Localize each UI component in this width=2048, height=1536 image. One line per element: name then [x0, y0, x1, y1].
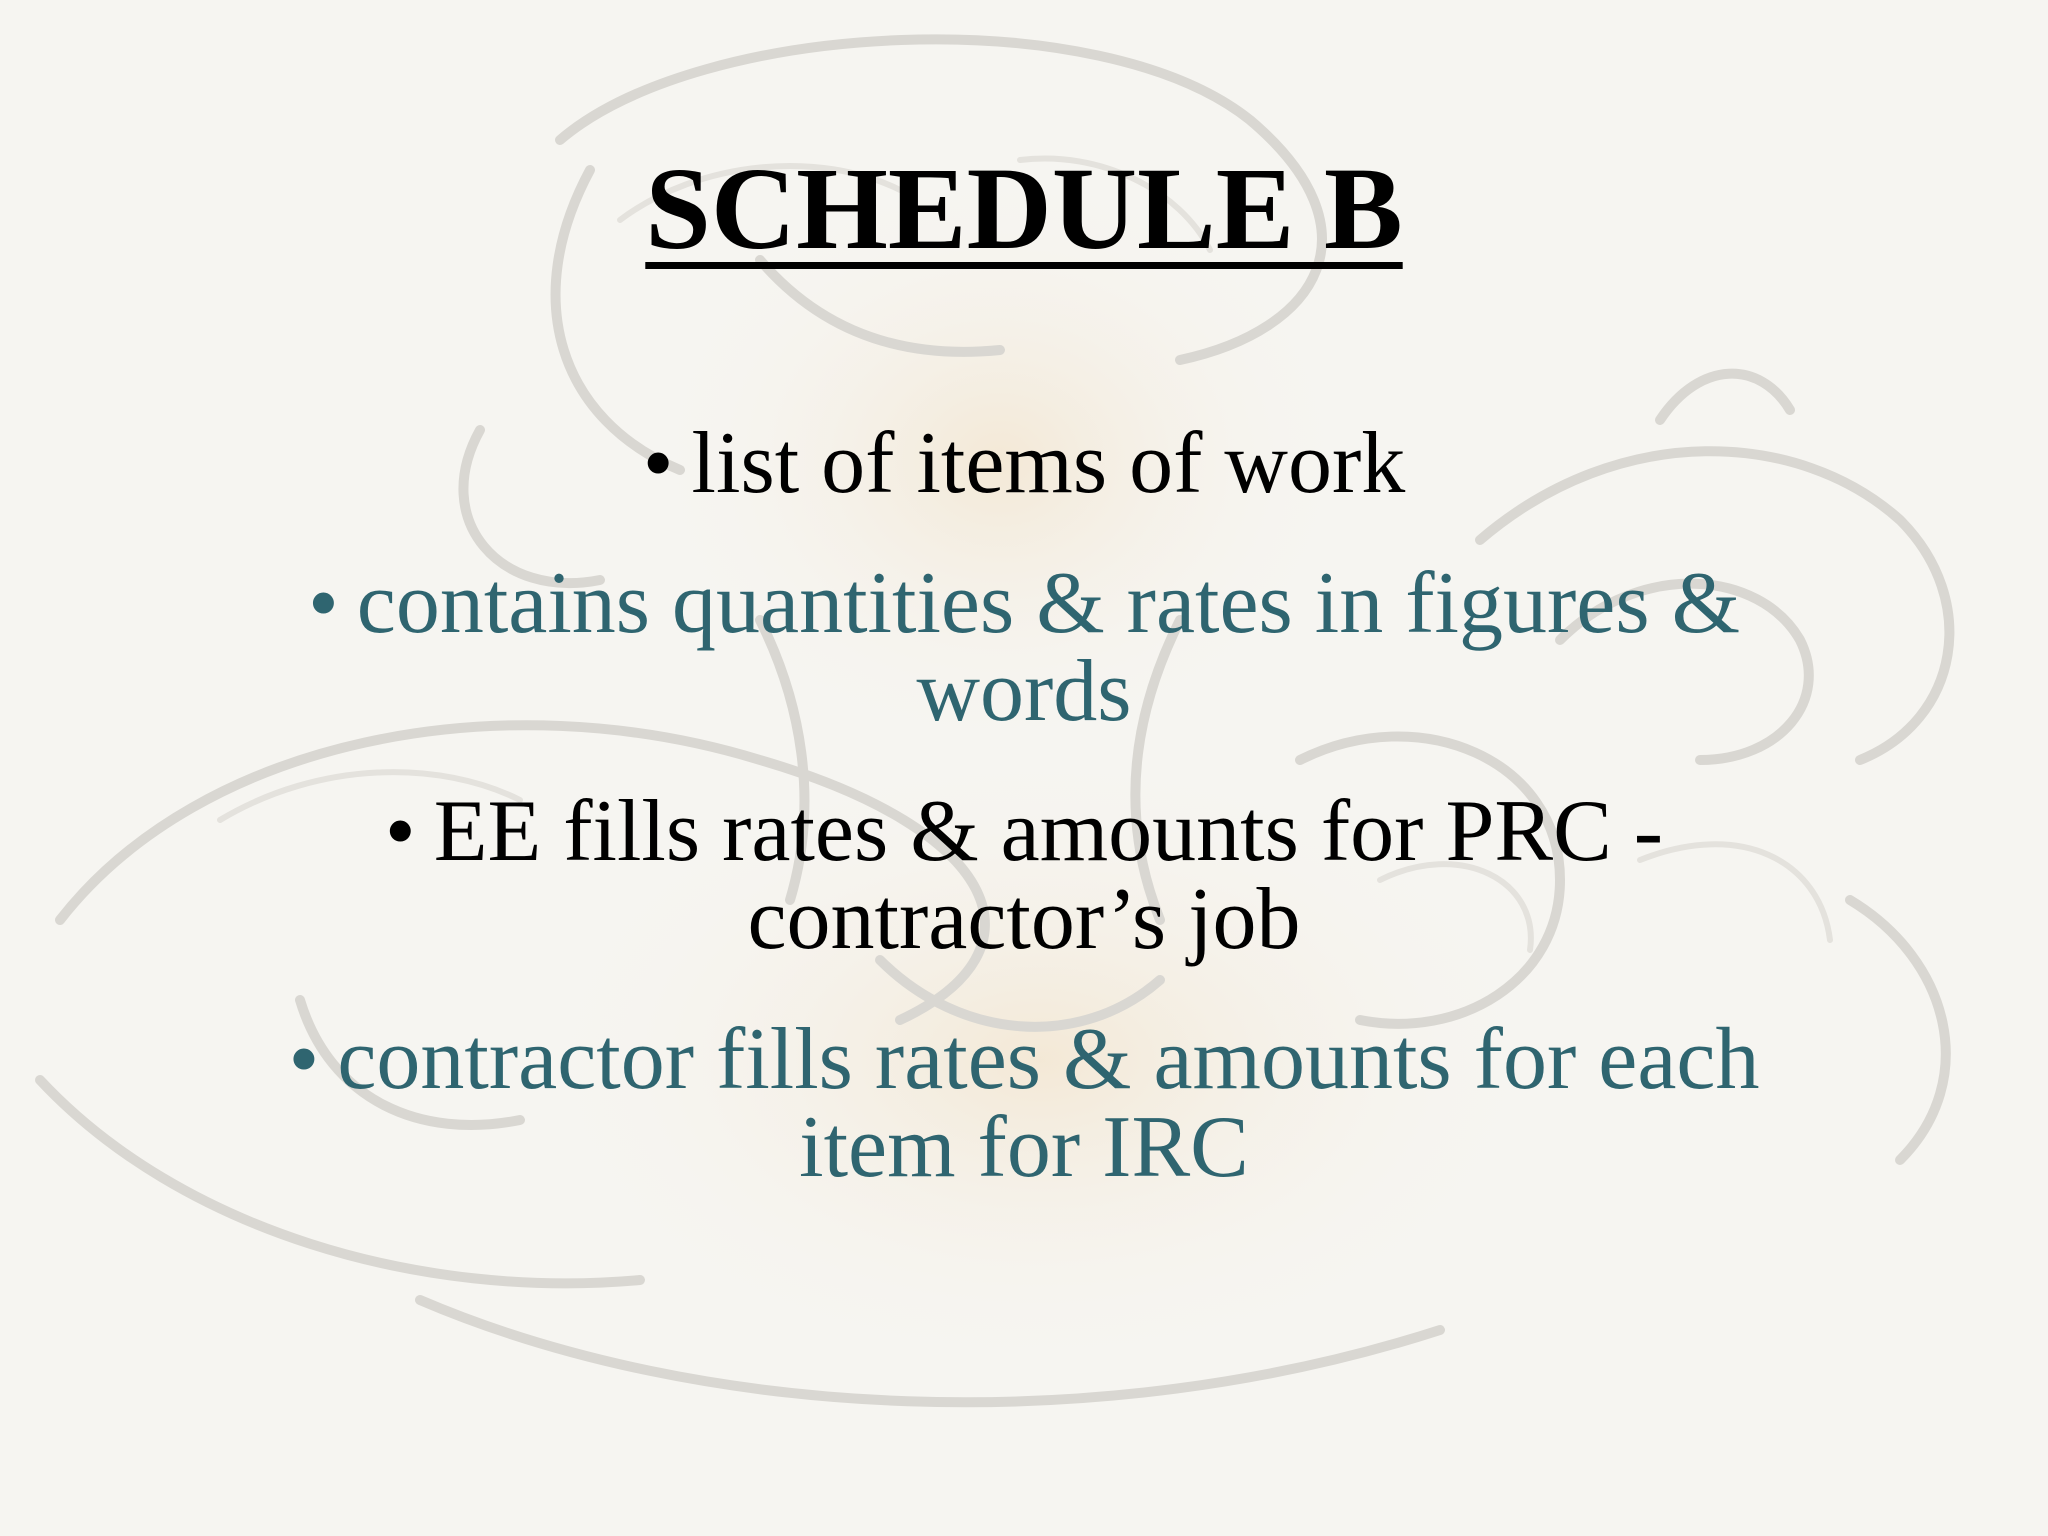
slide-title — [0, 143, 2048, 274]
bullet-line — [100, 555, 1948, 652]
bullet-item — [100, 555, 1948, 740]
bullet-list — [100, 415, 1948, 1244]
bullet-line-continuation: item for IRC — [799, 1099, 1249, 1196]
bullet-text: contractor fills rates & amounts for each — [337, 1011, 1760, 1108]
bullet-dot: • — [288, 1011, 320, 1108]
bullet-text: contains quantities & rates in figures & — [356, 555, 1741, 652]
bullet-text: EE fills rates & amounts for PRC - — [433, 783, 1664, 880]
bullet-item — [100, 1011, 1948, 1196]
bullet-line-continuation: words — [916, 643, 1132, 740]
bullet-line — [100, 1011, 1948, 1108]
bullet-line — [100, 415, 1948, 512]
bullet-item — [100, 783, 1948, 968]
bullet-text: list of items of work — [691, 415, 1406, 512]
bullet-line-continuation: contractor’s job — [747, 871, 1301, 968]
slide-title-text: SCHEDULE B — [645, 143, 1403, 274]
bullet-dot: • — [307, 555, 339, 652]
bullet-line — [100, 783, 1948, 880]
bullet-item — [100, 415, 1948, 512]
bullet-dot: • — [642, 415, 674, 512]
bullet-dot: • — [384, 783, 416, 880]
